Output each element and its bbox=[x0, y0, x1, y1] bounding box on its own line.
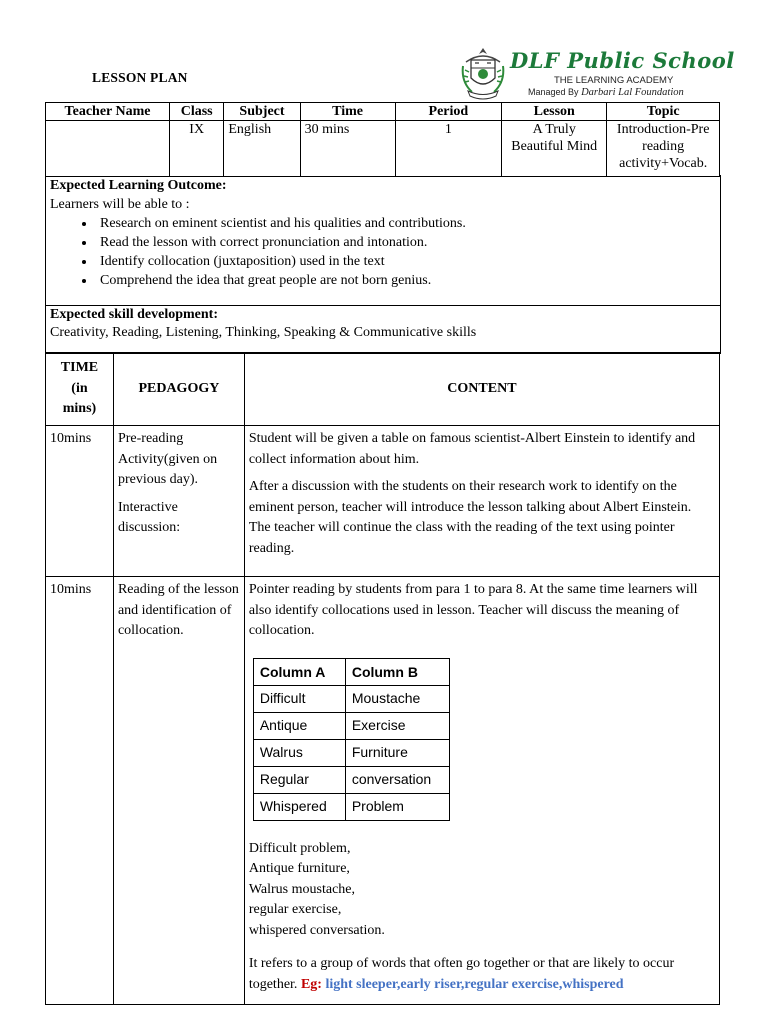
outcome-intro: Learners will be able to : bbox=[50, 197, 190, 212]
collocation-word-b: Exercise bbox=[345, 712, 449, 739]
outcome-item: • Research on eminent scientist and his qualities and contributions. bbox=[96, 214, 716, 233]
row-pedagogy: Pre-reading Activity(given on previous day). bbox=[117, 431, 218, 487]
example-label: Eg: bbox=[300, 976, 322, 992]
collocation-row bbox=[253, 766, 449, 793]
collocation-word-a: Antique bbox=[253, 712, 345, 739]
lesson-content-table bbox=[45, 352, 720, 1005]
value-topic: Introduction-Pre reading activity+Vocab. bbox=[607, 121, 720, 177]
value-teacher-name bbox=[46, 121, 170, 177]
school-tagline: THE LEARNING ACADEMY bbox=[554, 75, 674, 86]
school-managed-by bbox=[528, 87, 684, 98]
school-crest-icon bbox=[460, 46, 506, 102]
outcome-item: • Comprehend the idea that great people are not born genius. bbox=[96, 271, 716, 290]
school-logo-block bbox=[460, 46, 735, 102]
header-values-row bbox=[46, 121, 720, 177]
column-lesson: Lesson bbox=[502, 103, 607, 121]
column-class: Class bbox=[170, 103, 224, 121]
row-time: 10mins bbox=[46, 426, 114, 577]
collocation-row bbox=[253, 793, 449, 820]
collocation-word-b: Furniture bbox=[345, 739, 449, 766]
collocation-column-b: Column B bbox=[345, 658, 449, 685]
header-pedagogy: PEDAGOGY bbox=[113, 353, 244, 426]
collocation-header-row bbox=[253, 658, 449, 685]
column-period: Period bbox=[395, 103, 502, 121]
row-content-discussion: After a discussion with the students on their research work to identify on the eminent person, teacher will introduce the lesson talking about Albert Einstein. The teacher will continue the class with the reading of the text using pointer reading. bbox=[248, 479, 692, 556]
collocation-table bbox=[253, 658, 450, 821]
outcome-list bbox=[50, 214, 716, 290]
content-header-row bbox=[46, 353, 720, 426]
collocation-word-a: Walrus bbox=[253, 739, 345, 766]
content-row bbox=[46, 426, 720, 577]
row-content: Student will be given a table on famous scientist-Albert Einstein to identify and collect information about him. bbox=[248, 431, 696, 467]
skill-title: Expected skill development: bbox=[50, 307, 218, 322]
collocation-row bbox=[253, 712, 449, 739]
column-subject: Subject bbox=[224, 103, 300, 121]
header-time: TIME (in mins) bbox=[46, 353, 114, 426]
value-time: 30 mins bbox=[300, 121, 395, 177]
content-row bbox=[46, 577, 720, 1005]
collocation-pair: regular exercise, bbox=[248, 902, 342, 917]
collocation-word-a: Regular bbox=[253, 766, 345, 793]
outcome-item: • Identify collocation (juxtaposition) used in the text bbox=[96, 252, 716, 271]
collocation-pair: Difficult problem, bbox=[248, 840, 351, 856]
skill-text: Creativity, Reading, Listening, Thinking, Speaking & Communicative skills bbox=[50, 325, 477, 340]
collocation-word-b: Moustache bbox=[345, 685, 449, 712]
example-words: light sleeper,early riser,regular exercise,whispered bbox=[325, 976, 624, 992]
column-teacher-name: Teacher Name bbox=[46, 103, 170, 121]
school-name: DLF Public School bbox=[510, 48, 735, 73]
row-pedagogy-discussion: Interactive discussion: bbox=[117, 499, 181, 535]
collocation-row bbox=[253, 739, 449, 766]
learning-outcome-section bbox=[45, 175, 721, 306]
value-class: IX bbox=[170, 121, 224, 177]
row-pedagogy: Reading of the lesson and identification of collocation. bbox=[113, 577, 244, 1005]
collocation-word-b: conversation bbox=[345, 766, 449, 793]
value-subject: English bbox=[224, 121, 300, 177]
managed-by-prefix: Managed By bbox=[528, 87, 579, 97]
skill-development-section bbox=[45, 305, 721, 354]
collocation-pair: Walrus moustache, bbox=[248, 881, 356, 897]
value-period: 1 bbox=[395, 121, 502, 177]
row-content: Pointer reading by students from para 1 to para 8. At the same time learners will also identify collocations used in lesson. Teacher will discuss the meaning of collocation. bbox=[248, 582, 698, 638]
collocation-definition-paragraph bbox=[249, 954, 715, 995]
row-time: 10mins bbox=[46, 577, 114, 1005]
collocation-word-b: Problem bbox=[345, 793, 449, 820]
collocation-word-a: Difficult bbox=[253, 685, 345, 712]
header-columns-row bbox=[46, 103, 720, 121]
collocation-definition: It refers to a group of words that often go together or that are likely to occur together. bbox=[248, 956, 675, 992]
collocation-pair: whispered conversation. bbox=[248, 922, 385, 938]
collocation-word-a: Whispered bbox=[253, 793, 345, 820]
lesson-header-table bbox=[45, 102, 720, 177]
collocation-pairs-list bbox=[249, 839, 715, 942]
value-lesson: A Truly Beautiful Mind bbox=[502, 121, 607, 177]
collocation-row bbox=[253, 685, 449, 712]
lesson-plan-heading: LESSON PLAN bbox=[92, 70, 188, 85]
header-content: CONTENT bbox=[244, 353, 719, 426]
collocation-column-a: Column A bbox=[253, 658, 345, 685]
outcome-title: Expected Learning Outcome: bbox=[50, 178, 227, 193]
managed-by-name: Darbari Lal Foundation bbox=[581, 87, 684, 98]
column-time: Time bbox=[300, 103, 395, 121]
outcome-item: • Read the lesson with correct pronunciation and intonation. bbox=[96, 233, 716, 252]
column-topic: Topic bbox=[607, 103, 720, 121]
collocation-pair: Antique furniture, bbox=[248, 861, 350, 876]
